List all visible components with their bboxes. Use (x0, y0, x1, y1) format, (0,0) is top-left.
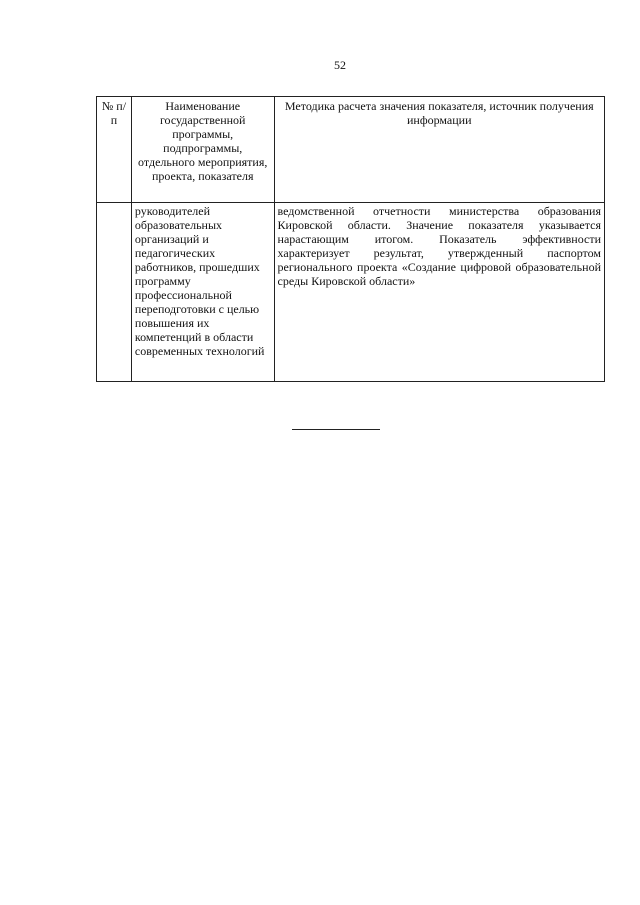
header-name-label: Наименование государственной программы, подпрограммы, отдельного мероприятия, проекта, показателя (138, 99, 268, 183)
header-number (97, 97, 132, 203)
row-number-cell (97, 203, 132, 382)
header-number-label: № п/п (101, 99, 127, 127)
table-header-row (97, 97, 605, 203)
header-name (131, 97, 274, 203)
table-row (97, 203, 605, 382)
end-divider-line (292, 429, 380, 430)
indicator-table (96, 96, 605, 382)
row-method-cell: ведомственной отчетности министерства образования Кировской области. Значение показателя указывается нарастающим итогом. Показатель эффективности характеризует результат, утвержденный паспортом регионального проекта «Создание цифровой образовательной среды Кировской области» (274, 203, 604, 382)
row-name-cell: руководителей образовательных организаций и педагогических работников, прошедших программу профессиональной переподготовки с целью повышения их компетенций в области современных технологий (131, 203, 274, 382)
page-number: 52 (334, 58, 346, 72)
header-method (274, 97, 604, 203)
header-method-label: Методика расчета значения показателя, источник получения информации (284, 99, 594, 127)
